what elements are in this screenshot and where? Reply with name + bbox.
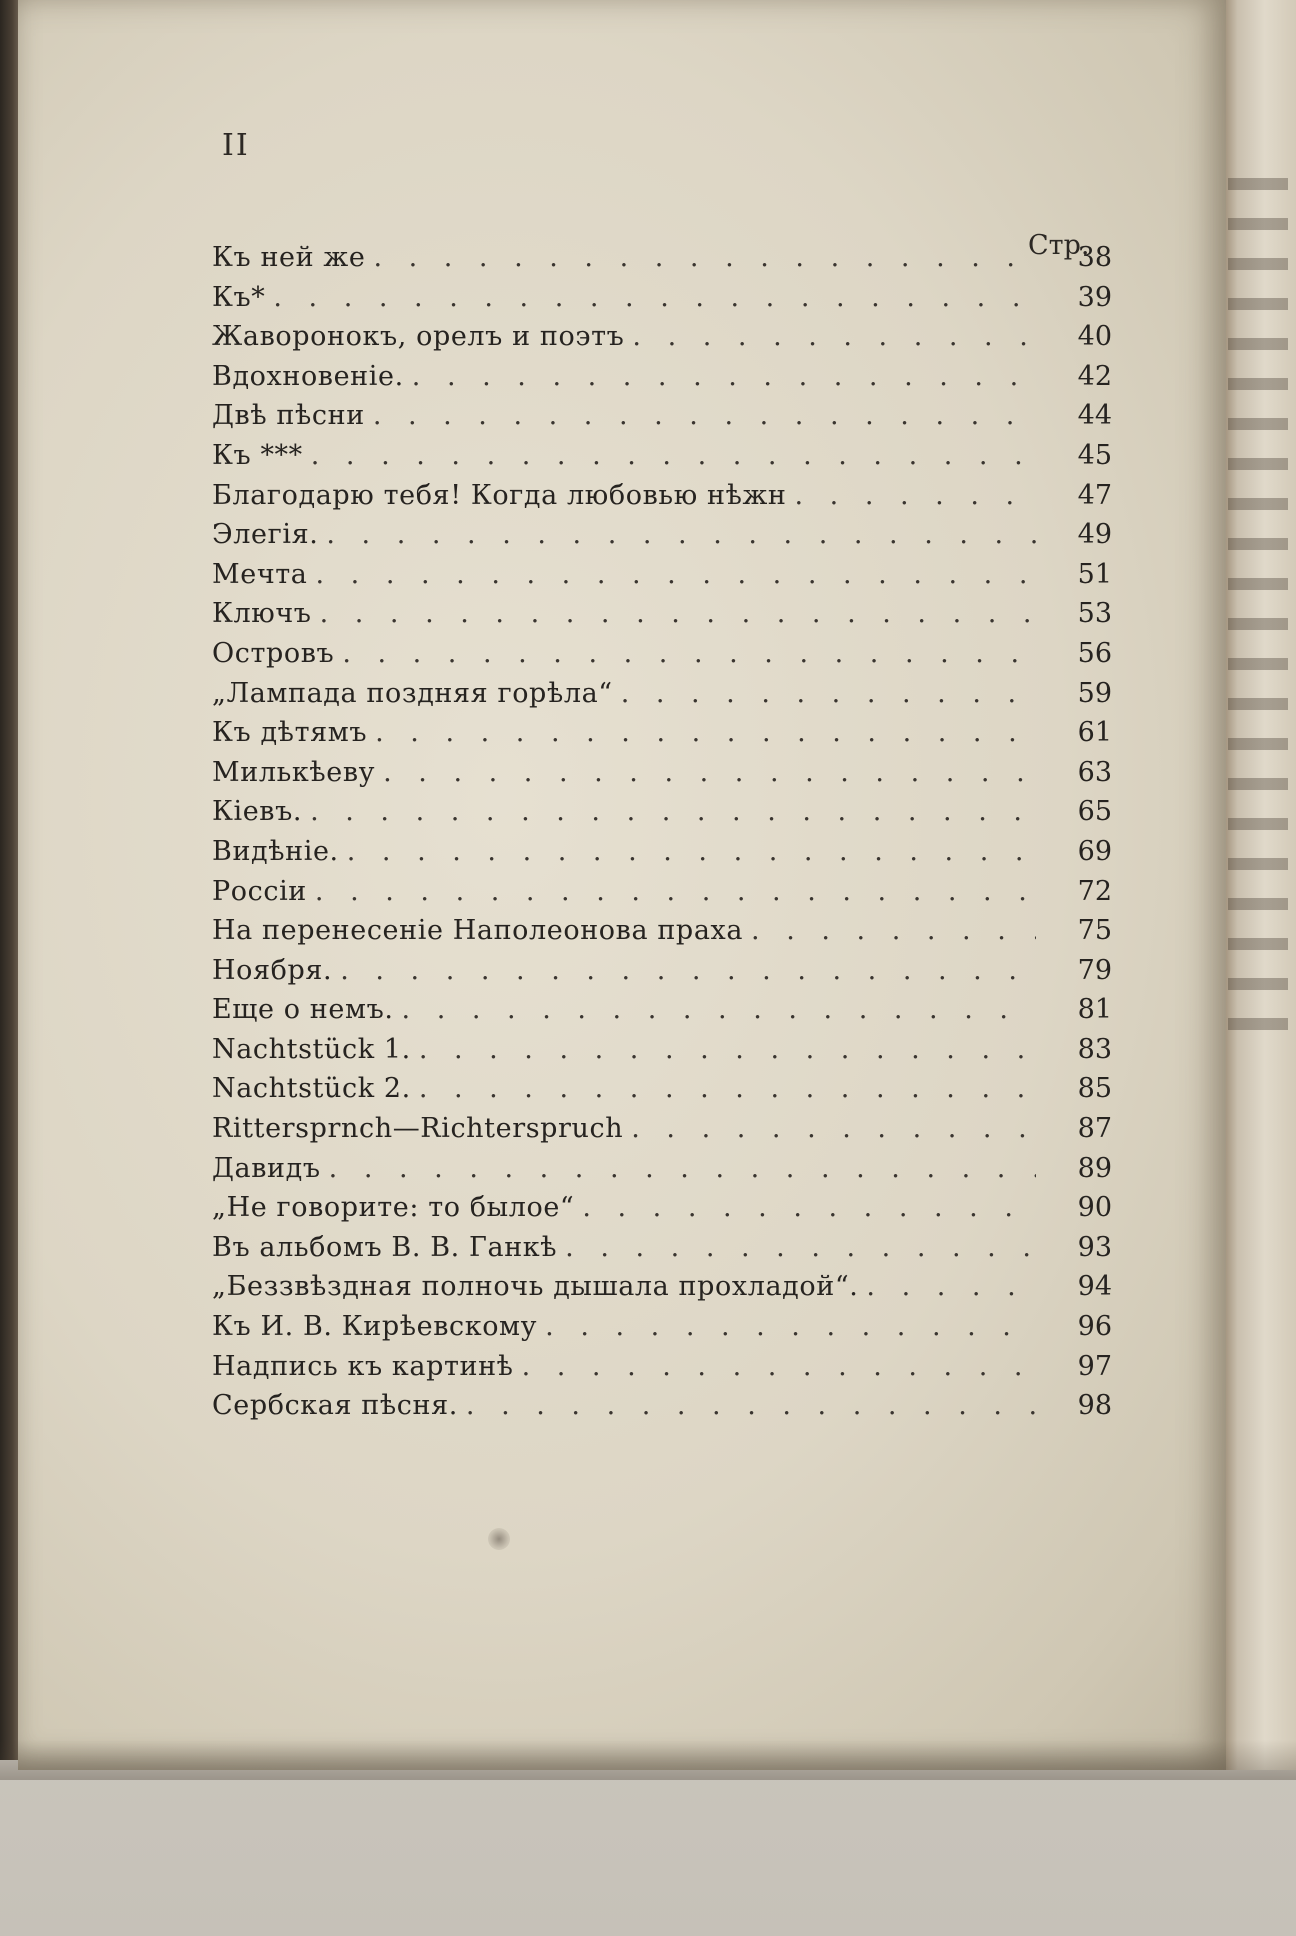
- toc-entry-title: Къ*: [212, 281, 266, 313]
- dot-leader: [340, 955, 1036, 986]
- toc-entry-title: Кіевъ.: [212, 796, 303, 828]
- toc-row: [212, 678, 1112, 718]
- toc-row: [212, 361, 1112, 401]
- toc-row: [212, 796, 1112, 836]
- dot-leader: [326, 519, 1036, 550]
- toc-entry-title: Къ ***: [212, 439, 303, 471]
- toc-row: [212, 242, 1112, 282]
- toc-entry-title: Россіи: [212, 875, 307, 907]
- dot-leader: [419, 1073, 1036, 1104]
- toc-row: [212, 1232, 1112, 1272]
- toc-entry-page: 93: [1077, 1231, 1112, 1263]
- toc-row: [212, 757, 1112, 797]
- toc-entry-title: Еще о немъ.: [212, 994, 394, 1026]
- toc-entry-title: Двѣ пѣсни: [212, 400, 365, 432]
- dot-leader: [621, 678, 1036, 709]
- toc-entry-page: 40: [1077, 321, 1112, 353]
- toc-entry-page: 45: [1077, 439, 1112, 471]
- dot-leader: [316, 559, 1036, 590]
- table-of-contents: [212, 242, 1112, 1430]
- toc-entry-title: Ключъ: [212, 598, 312, 630]
- toc-row: [212, 282, 1112, 322]
- dot-leader: [582, 1192, 1036, 1223]
- toc-entry-page: 94: [1077, 1271, 1112, 1303]
- toc-entry-title: Давидъ: [212, 1152, 321, 1184]
- toc-row: [212, 836, 1112, 876]
- toc-entry-page: 44: [1077, 400, 1112, 432]
- dot-leader: [419, 1034, 1036, 1065]
- toc-entry-title: На перенесеніе Наполеонова праха: [212, 915, 744, 947]
- toc-entry-page: 69: [1077, 835, 1112, 867]
- toc-entry-title: Мечта: [212, 558, 308, 590]
- toc-row: [212, 638, 1112, 678]
- toc-entry-title: Nachtstück 1.: [212, 1033, 411, 1065]
- toc-row: [212, 1073, 1112, 1113]
- dot-leader: [402, 994, 1036, 1025]
- toc-row: [212, 717, 1112, 757]
- toc-entry-title: Жаворонокъ, орелъ и поэтъ: [212, 321, 625, 353]
- dot-leader: [375, 717, 1036, 748]
- toc-entry-title: Nachtstück 2.: [212, 1073, 411, 1105]
- dot-leader: [565, 1232, 1036, 1263]
- dot-leader: [383, 757, 1036, 788]
- toc-entry-page: 81: [1077, 994, 1112, 1026]
- dot-leader: [522, 1351, 1036, 1382]
- dot-leader: [866, 1271, 1036, 1302]
- toc-entry-page: 79: [1077, 954, 1112, 986]
- toc-entry-page: 83: [1077, 1033, 1112, 1065]
- toc-entry-page: 56: [1077, 637, 1112, 669]
- toc-row: [212, 598, 1112, 638]
- toc-row: [212, 440, 1112, 480]
- toc-entry-page: 85: [1077, 1073, 1112, 1105]
- dot-leader: [631, 1113, 1036, 1144]
- dot-leader: [373, 242, 1036, 273]
- toc-row: [212, 1311, 1112, 1351]
- toc-entry-page: 53: [1077, 598, 1112, 630]
- toc-entry-page: 89: [1077, 1152, 1112, 1184]
- toc-entry-page: 98: [1077, 1390, 1112, 1422]
- toc-entry-title: Надпись къ картинѣ: [212, 1350, 514, 1382]
- toc-entry-title: Къ ней же: [212, 242, 366, 273]
- toc-entry-title: Сербская пѣсня.: [212, 1390, 458, 1422]
- book-bottom-shadow: [0, 1740, 1296, 1780]
- toc-row: [212, 400, 1112, 440]
- toc-entry-title: Милькѣеву: [212, 756, 376, 788]
- toc-entry-page: 75: [1077, 915, 1112, 947]
- toc-row: [212, 994, 1112, 1034]
- toc-row: [212, 559, 1112, 599]
- toc-entry-title: „Лампада поздняя горѣла“: [212, 677, 613, 709]
- dot-leader: [466, 1390, 1036, 1421]
- toc-row: [212, 519, 1112, 559]
- dot-leader: [347, 836, 1036, 867]
- toc-row: [212, 1271, 1112, 1311]
- toc-entry-title: Благодарю тебя! Когда любовью нѣжн: [212, 479, 787, 511]
- toc-entry-page: 38: [1077, 242, 1112, 273]
- toc-row: [212, 1153, 1112, 1193]
- toc-entry-page: 97: [1077, 1350, 1112, 1382]
- toc-row: [212, 1351, 1112, 1391]
- dot-leader: [545, 1311, 1036, 1342]
- toc-entry-page: 61: [1077, 717, 1112, 749]
- dot-leader: [273, 282, 1036, 313]
- toc-entry-title: Къ И. В. Кирѣевскому: [212, 1311, 538, 1343]
- toc-entry-title: Вдохновеніе.: [212, 360, 404, 392]
- toc-entry-title: Островъ: [212, 637, 335, 669]
- toc-entry-title: Элегія.: [212, 519, 319, 551]
- toc-entry-page: 87: [1077, 1113, 1112, 1145]
- paper-stain: [488, 1528, 510, 1550]
- dot-leader: [315, 876, 1036, 907]
- toc-row: [212, 1390, 1112, 1430]
- toc-row: [212, 480, 1112, 520]
- toc-entry-page: 65: [1077, 796, 1112, 828]
- dot-leader: [320, 598, 1036, 629]
- toc-entry-title: Rittersprnch—Richterspruch: [212, 1113, 624, 1145]
- dot-leader: [310, 796, 1036, 827]
- toc-row: [212, 321, 1112, 361]
- page-number: II: [222, 128, 250, 163]
- toc-row: [212, 876, 1112, 916]
- dot-leader: [373, 400, 1036, 431]
- toc-entry-page: 59: [1077, 677, 1112, 709]
- toc-entry-page: 96: [1077, 1311, 1112, 1343]
- toc-entry-page: 39: [1077, 281, 1112, 313]
- toc-row: [212, 1192, 1112, 1232]
- toc-row: [212, 915, 1112, 955]
- toc-entry-page: 47: [1077, 479, 1112, 511]
- toc-entry-title: Ноября.: [212, 954, 333, 986]
- dot-leader: [311, 440, 1036, 471]
- toc-entry-page: 63: [1077, 756, 1112, 788]
- toc-entry-title: Видѣніе.: [212, 835, 339, 867]
- toc-row: [212, 955, 1112, 995]
- toc-entry-page: 90: [1077, 1192, 1112, 1224]
- toc-entry-title: Въ альбомъ В. В. Ганкѣ: [212, 1231, 558, 1263]
- dot-leader: [342, 638, 1036, 669]
- toc-row: [212, 1113, 1112, 1153]
- dot-leader: [632, 321, 1036, 352]
- toc-entry-page: 49: [1077, 519, 1112, 551]
- toc-row: [212, 1034, 1112, 1074]
- dot-leader: [795, 480, 1037, 511]
- toc-entry-page: 72: [1077, 875, 1112, 907]
- toc-entry-title: Къ дѣтямъ: [212, 717, 368, 749]
- page-column-header: Стр.: [1028, 230, 1090, 261]
- dot-leader: [329, 1153, 1036, 1184]
- toc-entry-page: 51: [1077, 558, 1112, 590]
- next-page-text-fragment: [1228, 150, 1288, 1050]
- toc-entry-title: „Не говорите: то былое“: [212, 1192, 575, 1224]
- toc-entry-page: 42: [1077, 360, 1112, 392]
- toc-entry-title: „Беззвѣздная полночь дышала прохладой“.: [212, 1271, 859, 1303]
- dot-leader: [412, 361, 1036, 392]
- dot-leader: [751, 915, 1036, 946]
